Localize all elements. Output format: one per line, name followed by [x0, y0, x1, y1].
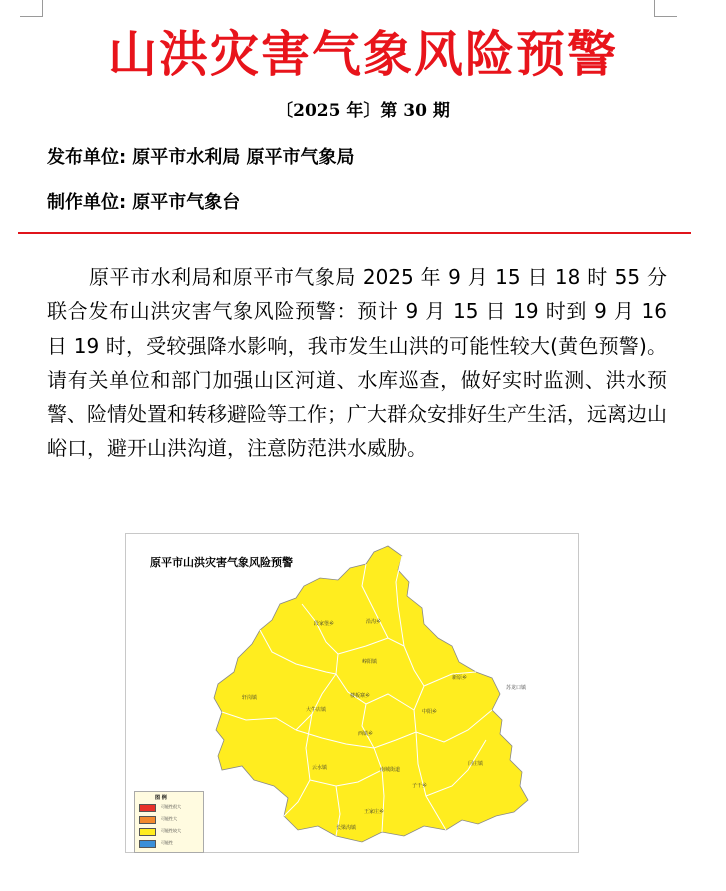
town-label: 长梁沟镇 [336, 825, 357, 831]
legend-swatch [139, 828, 156, 836]
legend-label: 可能性较大 [161, 828, 181, 833]
legend-title: 图 例 [155, 795, 167, 801]
publisher-row [47, 143, 354, 169]
town-label: 苏龙口镇 [506, 685, 527, 691]
red-divider [18, 232, 691, 234]
legend-item [139, 804, 199, 811]
issue-number: 〔2025 年〕第 30 期 [276, 101, 450, 121]
town-label: 子干乡 [412, 783, 428, 789]
publisher-value: 原平市水利局 原平市气象局 [132, 147, 355, 168]
map-title: 原平市山洪灾害气象风险预警 [150, 556, 293, 569]
legend-label: 可能性大 [161, 816, 177, 821]
legend-swatch [139, 816, 156, 824]
town-label: 轩岗镇 [242, 695, 258, 701]
legend-label: 可能性很大 [161, 804, 181, 809]
producer-value: 原平市气象台 [132, 192, 241, 213]
town-label: 沿沟乡 [366, 619, 382, 625]
publisher-label: 发布单位: [47, 147, 127, 168]
legend-item [139, 840, 199, 847]
town-label: 西镇乡 [358, 731, 374, 737]
city-outline [214, 546, 528, 842]
map-legend [134, 791, 204, 853]
town-label: 中阳乡 [422, 709, 438, 715]
town-label: 段家堡乡 [314, 621, 335, 627]
crop-mark-top-left [20, 0, 43, 17]
legend-label: 可能性 [161, 840, 173, 845]
town-label: 新原乡 [452, 675, 468, 681]
town-label: 云水镇 [312, 765, 328, 771]
document-title: 山洪灾害气象风险预警 [107, 25, 618, 83]
legend-swatch [139, 804, 156, 812]
town-label: 闫庄镇 [468, 761, 484, 767]
town-label: 崞阳镇 [362, 659, 378, 665]
crop-mark-top-right [654, 0, 677, 17]
legend-item [139, 828, 199, 835]
producer-row [47, 188, 240, 214]
town-label: 楼板寨乡 [350, 693, 371, 699]
town-label: 大牛店镇 [306, 707, 327, 713]
legend-item [139, 816, 199, 823]
producer-label: 制作单位: [47, 192, 127, 213]
town-label: 王家庄乡 [364, 809, 385, 815]
town-label: 南城街道 [380, 767, 401, 773]
warning-paragraph: 原平市水利局和原平市气象局 2025 年 9 月 15 日 18 时 55 分联合发布山洪灾害气象风险预警：预计 9 月 15 日 19 时到 9 月 16 日 19 时，受较强降水影响，我市发生山洪的可能性较大(黄色预警)。请有关单位和部门加强山区河道、水库巡查，做好实时监测、洪水预警、险情处置和转移避险等工作；广大群众安排好生产生活，远离边山峪口，避开山洪沟道，注意防范洪水威胁。 [47, 265, 667, 461]
legend-swatch [139, 840, 156, 848]
warning-map [125, 533, 579, 853]
